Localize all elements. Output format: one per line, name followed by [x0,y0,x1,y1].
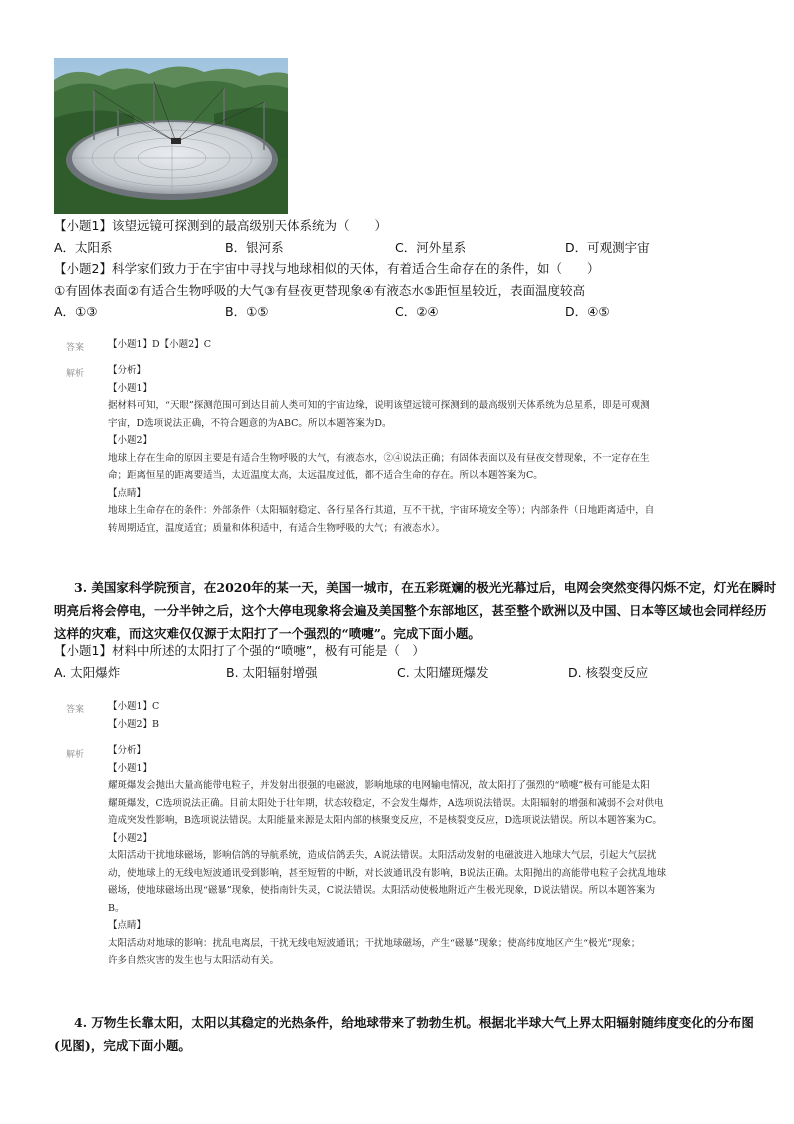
q3-answer-line: 【小题1】C [108,701,160,712]
q3-stem-line: 3. 美国家科学院预言，在2020年的某一天，美国一城市，在五彩斑斓的极光光幕过后，电网会突然变得闪烁不定，灯光在瞬时 [74,580,777,595]
q1-answer-text: 【小题1】D【小题2】C [108,339,211,350]
q3-analysis [108,742,666,970]
q3-analysis-line: 磁场，使地球磁场出现“磁暴”现象，使指南针失灵，C说法错误。太阳活动使极地附近产生极光现象，D说法错误。所以本题答案为 [108,885,656,896]
q3-sub1-option-c[interactable]: C. 太阳耀斑爆发 [397,665,489,680]
q3-analysis-line: 耀斑爆发，C选项说法正确。目前太阳处于壮年期，状态较稳定，不会发生爆炸，A选项说法错误。太阳辐射的增强和减弱不会对供电 [108,797,664,809]
q1-sub1-options [54,238,794,257]
q1-answer-tag: 答案 [66,343,85,353]
q3-stem-line: 这样的灾难，而这灾难仅仅源于太阳打了一个强烈的“喷嚏”。完成下面小题。 [54,626,481,641]
q3-sub1-text: 【小题1】材料中所述的太阳打了个强的“喷嚏”，极有可能是（ ） [54,643,425,658]
q3-analysis-line: 耀斑爆发会抛出大量高能带电粒子，并发射出很强的电磁波，影响地球的电网输电情况，故太阳打了强烈的“喷嚏”极有可能是太阳 [108,780,650,791]
telescope-photo [54,58,288,214]
q1-analysis-line: 宇宙，D选项说法正确，不符合题意的为ABC。所以本题答案为D。 [108,417,392,429]
q1-analysis-line: 【小题2】 [108,435,153,446]
q1-sub1-option-d[interactable]: D．可观测宇宙 [565,240,650,255]
q3-analysis-tag: 解析 [66,750,85,760]
q1-sub2-option-c[interactable]: C．②④ [395,304,439,319]
q1-sub1-option-b[interactable]: B．银河系 [225,240,284,255]
q1-analysis-line: 据材料可知，“天眼”探测范围可到达目前人类可知的宇宙边缘，说明该望远镜可探测到的最高级别天体系统为总星系，即是可观测 [108,400,650,411]
q4-stem-line: 4. 万物生长靠太阳，太阳以其稳定的光热条件，给地球带来了勃勃生机。根据北半球大气上界太阳辐射随纬度变化的分布图 [74,1015,754,1030]
q1-analysis-line: 【小题1】 [108,382,153,394]
q1-analysis-line: 命；距离恒星的距离要适当，太近温度太高，太远温度过低，都不适合生命的存在。所以本题答案为C。 [108,470,543,481]
q3-analysis-line: 【小题2】 [108,832,153,844]
q3-sub1-option-b[interactable]: B. 太阳辐射增强 [226,665,318,680]
q3-sub1-option-d[interactable]: D. 核裂变反应 [568,665,649,680]
q3-sub1-option-a[interactable]: A. 太阳爆炸 [54,665,121,680]
q3-analysis-line: 许多自然灾害的发生也与太阳活动有关。 [108,955,280,966]
q1-analysis-tag: 解析 [66,369,85,379]
q1-analysis-line: 地球上存在生命的原因主要是有适合生物呼吸的大气，有液态水，②④说法正确；有固体表面以及有昼夜交替现象，不一定存在生 [108,452,650,464]
q1-analysis [108,362,654,537]
q3-analysis-line: 【分析】 [108,745,147,756]
q3-answer-tag: 答案 [66,705,85,715]
q1-sub2-conditions: ①有固体表面②有适合生物呼吸的大气③有昼夜更替现象④有液态水⑤距恒星较近，表面温度较高 [54,283,586,298]
q1-sub1-text: 【小题1】该望远镜可探测到的最高级别天体系统为（ ） [54,218,387,233]
q3-answer-line: 【小题2】B [108,718,160,730]
q4-stem-line: (见图)，完成下面小题。 [54,1038,191,1053]
q1-analysis-line: 转周期适宜，温度适宜；质量和体积适中，有适合生物呼吸的大气；有液态水）。 [108,522,446,534]
q3-analysis-line: 【小题1】 [108,762,153,774]
q1-analysis-line: 地球上生命存在的条件：外部条件（太阳辐射稳定、各行星各行其道，互不干扰，宇宙环境安全等）；内部条件（日地距离适中，自 [108,505,655,516]
q3-stem-line: 明亮后将会停电，一分半钟之后，这个大停电现象将会遍及美国整个东部地区，甚至整个欧洲以及中国、日本等区域也会同样经历 [54,603,767,618]
q1-sub1-option-c[interactable]: C．河外星系 [395,240,467,255]
q3-analysis-line: B。 [108,902,125,914]
q3-analysis-line: 【点睛】 [108,920,147,931]
q3-sub1-options [54,663,794,682]
q1-sub2-option-d[interactable]: D．④⑤ [565,304,610,319]
q1-sub2-options [54,302,794,321]
q3-analysis-line: 动，使地球上的无线电短波通讯受到影响，甚至短暂的中断，对长波通讯没有影响，B说法正确。太阳抛出的高能带电粒子会扰乱地球 [108,867,666,879]
q1-sub2-text: 【小题2】科学家们致力于在宇宙中寻找与地球相似的天体，有着适合生命存在的条件，如（ ） [54,261,600,276]
q3-analysis-line: 太阳活动干扰地球磁场，影响信鸽的导航系统，造成信鸽丢失，A说法错误。太阳活动发射的电磁波进入地球大气层，引起大气层扰 [108,850,657,861]
q1-analysis-line: 【分析】 [108,365,147,376]
q3-analysis-line: 造成突发性影响，B选项说法错误。太阳能量来源是太阳内部的核聚变反应，不是核裂变反应，D选项说法错误。所以本题答案为C。 [108,815,662,826]
q1-sub2-option-a[interactable]: A．①③ [54,304,98,319]
q1-sub2-option-b[interactable]: B．①⑤ [225,304,269,319]
q4-stem [54,1011,754,1057]
q3-stem [54,576,776,645]
q1-sub1-option-a[interactable]: A．太阳系 [54,240,113,255]
q1-analysis-line: 【点睛】 [108,487,147,499]
q3-answer [108,698,159,733]
q1-answer [108,336,211,354]
q3-analysis-line: 太阳活动对地球的影响：扰乱电离层，干扰无线电短波通讯；干扰地球磁场，产生“磁暴”现象；使高纬度地区产生“极光”现象； [108,937,641,949]
